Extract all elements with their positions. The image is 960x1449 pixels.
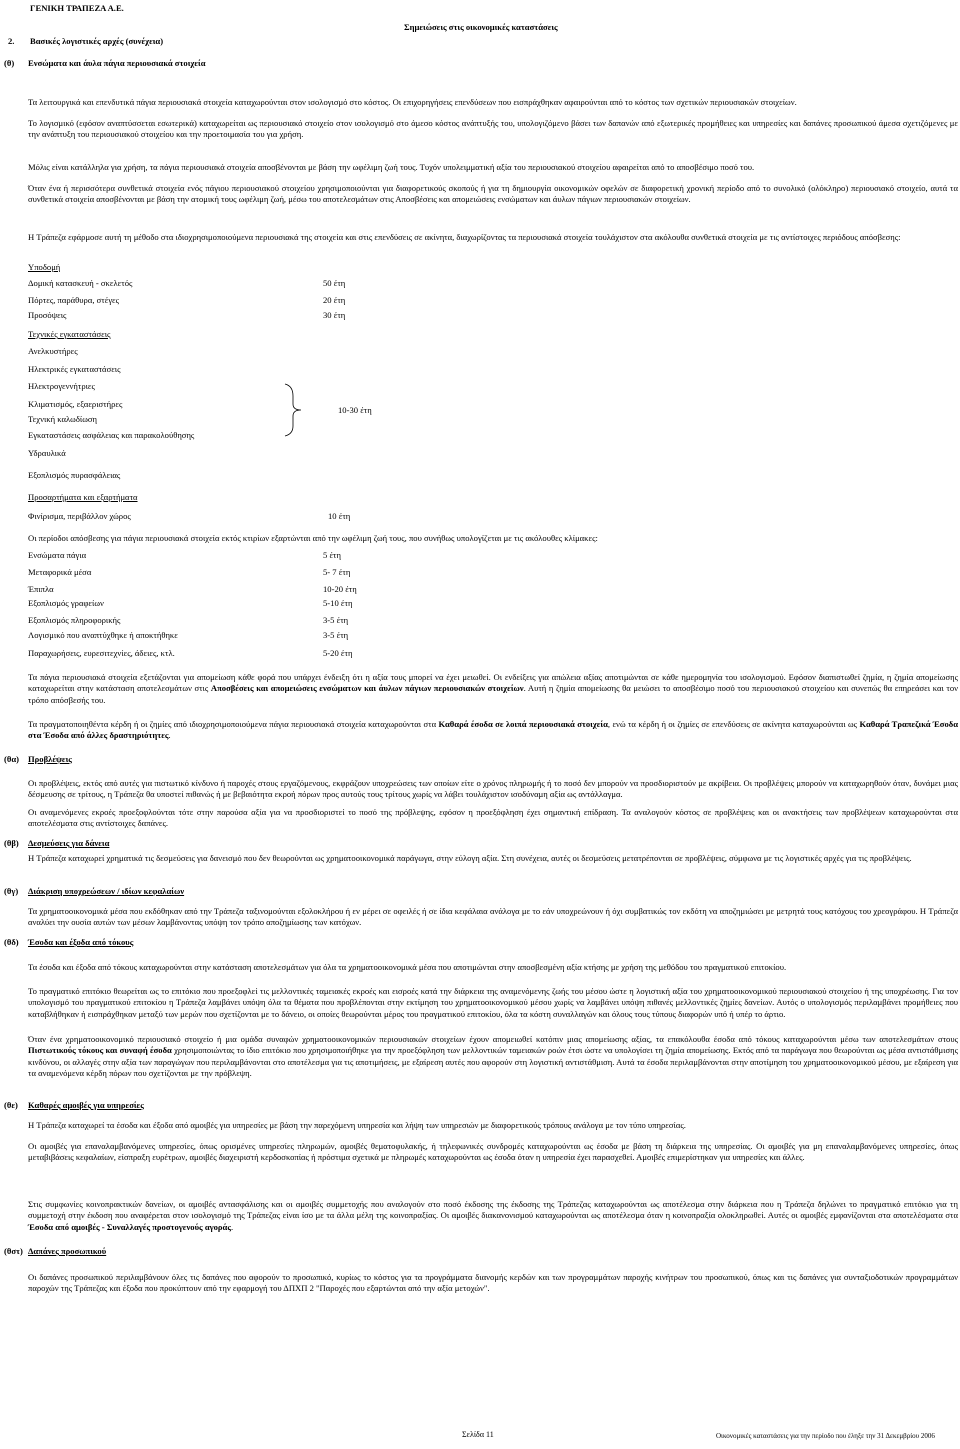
tech-item: Ηλεκτρικές εγκαταστάσεις [28, 364, 121, 374]
subsection-title: Διάκριση υποχρεώσεων / ιδίων κεφαλαίων [28, 886, 185, 896]
asset-value: 5- 7 έτη [323, 567, 351, 577]
asset-value: 3-5 έτη [323, 615, 349, 625]
page-number: Σελίδα 11 [462, 1430, 494, 1439]
subsection-title: Δαπάνες προσωπικού [28, 1246, 107, 1256]
asset-label: Λογισμικό που αναπτύχθηκε ή αποκτήθηκε [28, 630, 178, 640]
infra-item-label: Προσόψεις [28, 310, 67, 320]
paragraph: Οι περίοδοι απόσβεσης για πάγια περιουσιακά στοιχεία εκτός κτιρίων εξαρτώνται από την ωφέλιμη ζωή τους, που συνήθως υπολογίζεται με τις ακόλουθες κλίμακες: [28, 533, 598, 543]
subsection-number: (θα) [4, 754, 20, 764]
paragraph: Οι προβλέψεις, εκτός από αυτές για πιστωτικό κίνδυνο ή παροχές στους εργαζόμενους, εκφράζουν υποχρεώσεις των οποίων είτε ο χρόνος πληρωμής ή το ποσό δεν μπορούν να προσδιοριστούν με ακρίβεια. Οι προβλέψεις μπορούν να καταχωρηθούν όταν, δυνάμει μιας δέσμευσης σε τρίτους, η Τράπεζα θα υποστεί πιθανώς ή με βεβαιότητα εκροή πόρων προς αυτούς τους τρίτους χωρίς να λάβει τουλάχιστον ισοδύναμη αξία ως αντάλλαγμα. [28, 778, 958, 800]
bank-name: ΓΕΝΙΚΗ ΤΡΑΠΕΖΑ Α.Ε. [30, 3, 124, 13]
section-title: Βασικές λογιστικές αρχές (συνέχεια) [30, 36, 164, 46]
paragraph: Τα χρηματοοικονομικά μέσα που εκδόθηκαν από την Τράπεζα ταξινομούνται εξολοκλήρου ή εν μέρει σε οφειλές ή σε ίδια κεφάλαια ανάλογα με το εάν υποχρεώνουν ή όχι συμβατικώς τον εκδότη να αποζημιώσει με μετρητά τους κατόχους του χρεογράφου. Η Τράπεζα αναλύει την ουσία αυτών των μέσων λαμβάνοντας υπόψη τον τρόπο αποζημίωσης των κατόχων. [28, 906, 958, 928]
asset-value: 5-20 έτη [323, 648, 353, 658]
infra-item-label: Πόρτες, παράθυρα, στέγες [28, 295, 120, 305]
section-number: 2. [8, 36, 15, 46]
paragraph: Η Τράπεζα καταχωρεί τα έσοδα και έξοδα από αμοιβές για υπηρεσίες με βάση την παρεχόμενη υπηρεσία και λήψη των υπηρεσιών με διαφορετικούς τρόπους ανάλογα με τον τύπο υπηρεσίας. [28, 1120, 686, 1130]
subsection-number: (θ) [4, 58, 15, 68]
paragraph: Η Τράπεζα εφάρμοσε αυτή τη μέθοδο στα ιδιοχρησιμοποιούμενα περιουσιακά της στοιχεία και στις επενδύσεις σε ακίνητα, διαχωρίζοντας τα περιουσιακά στοιχεία τουλάχιστον στα ακόλουθα συνθετικά στοιχεία με τις αντίστοιχες περιόδους απόσβεσης: [28, 232, 901, 242]
paragraph: Η Τράπεζα καταχωρεί χρηματικά τις δεσμεύσεις για δανεισμό που δεν θεωρούνται ως χρηματοοικονομικά παράγωγα, στην εύλογη αξία. Στη συνέχεια, αυτές οι δεσμεύσεις μετατρέπονται σε προβλέψεις, σύμφωνα με τις λογιστικές αρχές για τις προβλέψεις. [28, 853, 912, 863]
subsection-number: (θε) [4, 1100, 18, 1110]
tech-item: Τεχνική καλωδίωση [28, 414, 97, 424]
tech-item: Υδραυλικά [28, 448, 66, 458]
paragraph: Οι αμοιβές για επαναλαμβανόμενες υπηρεσίες, όπως ορισμένες υπηρεσίες πληρωμών, αμοιβές θεματοφυλακής, ή τηλεφωνικές συνδρομές καταχωρούνται ως έσοδα με βάση τη διάρκεια της υπηρεσίας. Οι αμοιβές για μη επαναλαμβανόμενες υπηρεσίες, όπως μεταβιβάσεις κεφαλαίων, είσπραξη ευρέτρων, αμοιβές διαχειριστή κερδοσκοπίας ή πρόστιμα σχετικά με πληρωμές καταχωρούνται ως έσοδα όταν η υπηρεσία έχει παρασχεθεί. Αμοιβές επιμερίστηκαν για υπηρεσίες και άλλες. [28, 1141, 958, 1163]
subsection-title: Καθαρές αμοιβές για υπηρεσίες [28, 1100, 144, 1110]
fixtures-item: Φινίρισμα, περιβάλλον χώρος [28, 511, 131, 521]
paragraph: Οι αναμενόμενες εκροές προεξοφλούνται τότε στην παρούσα αξία για να προσδιοριστεί το ποσό της πρόβλεψης, εφόσον η προεξόφληση έχει σημαντική επίδραση. Τα αναλογούν κόστος σε προβλέψεις και οι ανακτήσεις των προβλέψεων καταχωρούνται στα αποτελέσματα στις αντίστοιχες δαπάνες. [28, 807, 958, 829]
asset-value: 10-20 έτη [323, 584, 357, 594]
paragraph: Οι δαπάνες προσωπικού περιλαμβάνουν όλες τις δαπάνες που αφορούν το προσωπικό, κυρίως το κόστος για τα προγράμματα διανομής κερδών και των προγραμμάτων παροχής κινήτρων του προσωπικού, όπως και τις δαπάνες για συνταξιοδοτικών προγραμμάτων παροχών της Τράπεζας και έξοδα που προκύπτουν από την εφαρμογή του ΔΠΧΠ 2 "Παροχές που εξαρτώνται από την αξία μετοχών". [28, 1272, 958, 1294]
text: . [168, 730, 171, 741]
subsection-title: Δεσμεύσεις για δάνεια [28, 838, 110, 848]
subsection-title: Προβλέψεις [28, 754, 72, 764]
text: . [230, 1221, 234, 1232]
bold-text: Αποσβέσεις και απομειώσεις ενσώματων και άυλων πάγιων περιουσιακών στοιχείων [210, 683, 524, 694]
paragraph [28, 1199, 958, 1233]
paragraph: Όταν ένα ή περισσότερα συνθετικά στοιχεία ενός πάγιου περιουσιακού στοιχείου χρησιμοποιούνται για διαφορετικούς σκοπούς ή για τη δημιουργία οικονομικών οφελών σε διαφορετική χρονική περίοδο από το συνολικό (ολόκληρο) περιουσιακό στοιχείο, αυτά τα συνθετικά στοιχεία αποσβένονται με βάση την ατομική τους ωφέλιμη ζωή, μέσω του αποτελεσμάτων στις Αποσβέσεις και απομειώσεις ενσώματων και άυλων πάγιων περιουσιακών στοιχείων. [28, 183, 958, 205]
subsection-number: (θγ) [4, 886, 19, 896]
tech-title: Τεχνικές εγκαταστάσεις [28, 329, 111, 339]
paragraph: Το λογισμικό (εφόσον αναπτύσσεται εσωτερικά) καταχωρείται ως περιουσιακό στοιχείο στον ισολογισμό στο άμεσο κόστος ανάπτυξής του, υπολογιζόμενο βάσει των δαπανών από εξωτερικές προμήθειες και υπηρεσίες και δαπάνες προσωπικού άμεσα σχετιζόμενες με την ανάπτυξη του περιουσιακού στοιχείου και την προετοιμασία του για χρήση. [28, 118, 958, 140]
text: Όταν ένα χρηματοοικονομικό περιουσιακό στοιχείο ή μια ομάδα συναφών χρηματοοικονομικών περιουσιακών στοιχείων έχουν απομειωθεί κατόπιν μιας απομείωσης αξίας, τα επακόλουθα έσοδα από τόκους καταχωρούνται μέσω των αποτελεσμάτων στους [28, 1034, 958, 1044]
paragraph [28, 719, 958, 742]
paragraph: Τα λειτουργικά και επενδυτικά πάγια περιουσιακά στοιχεία καταχωρούνται στον ισολογισμό στο κόστος. Οι επιχορηγήσεις επενδύσεων που εισπράχθηκαν αφαιρούνται από το κόστος των σχετικών περιουσιακών στοιχείων. [28, 97, 797, 107]
asset-label: Εξοπλισμός πληροφορικής [28, 615, 121, 625]
footer-doc-title: Οικονομικές καταστάσεις για την περίοδο που έληξε την 31 Δεκεμβρίου 2006 [716, 1432, 935, 1440]
paragraph: Τα έσοδα και έξοδα από τόκους καταχωρούνται στην κατάσταση αποτελεσμάτων για όλα τα χρηματοοικονομικά μέσα που αποτιμώνται στην αποσβεσμένη αξία κτήσης με χρήση της μεθόδου του πραγματικού επιτοκίου. [28, 962, 787, 972]
paragraph: Μόλις είναι κατάλληλα για χρήση, τα πάγια περιουσιακά στοιχεία αποσβένονται με βάση την ωφέλιμη ζωή τους. Τυχόν υπολειμματική αξία του περιουσιακού στοιχείου αφαιρείται από το αποσβέσιμο ποσό του. [28, 162, 755, 172]
infra-title: Υποδομή [28, 262, 61, 272]
asset-label: Μεταφορικά μέσα [28, 567, 92, 577]
asset-label: Έπιπλα [28, 584, 54, 594]
bold-text: Καθαρά έσοδα σε λοιπά περιουσιακά στοιχεία [438, 719, 608, 729]
asset-label: Εξοπλισμός γραφείων [28, 598, 104, 608]
subsection-number: (θστ) [4, 1246, 23, 1256]
bold-text: Πιστωτικούς τόκους και συναφή έσοδα [28, 1045, 172, 1056]
text: χρησιμοποιώντας το ίδιο επιτόκιο που χρησιμοποιήθηκε για την προεξόφληση των μελλοντικών ταμειακών ροών έτσι ώστε να υπολογίσει τη ζημία απομείωσης. Εκτός από τα παράγωγα που θεωρούνται ως μέσα αντιστάθμισης κινδύνου, οι αλλαγές στην αξία των παραγώγων που περιλαμβάνονται στο αποτέλεσμα για τις αποτιμήσεις, με εξαίρεση αυτές που αφορούν στη λογιστική αντιστάθμιση. Αυτά τα έσοδα περιλαμβάνονται στην αποτίμηση του χρηματοοικονομικού μέσου, με εξαίρεση για τα αναμενόμενα κέρδη πόρων που σχετίζονται με την πρόβλεψη. [28, 1045, 958, 1079]
paragraph [28, 1034, 958, 1079]
tech-value: 10-30 έτη [338, 405, 372, 415]
brace-icon [283, 382, 303, 438]
asset-label: Παραχωρήσεις, ευρεσιτεχνίες, άδειες, κτλ. [28, 648, 175, 658]
paragraph: Το πραγματικό επιτόκιο θεωρείται ως το επιτόκιο που προεξοφλεί τις μελλοντικές ταμειακές εκροές και εισροές κατά την διάρκεια της αναμενόμενης ζωής του μέσου ώστε η λογιστική αξία του χρηματοοικονομικού περιουσιακού στοιχείου ή της υποχρέωσης. Για τον υπολογισμό του πραγματικού επιτοκίου η Τράπεζα λαμβάνει υπόψη όλα τα θέματα που προβλέπονται στην εκτίμηση του χρηματοοικονομικού μέσου χωρίς να λαμβάνει υπόψη πιθανές μελλοντικές ζημίες δανείων. Αυτός ο υπολογισμός περιλαμβάνει προμήθειες που καταβλήθηκαν ή εισπράχθηκαν μεταξύ των μερών που σχετίζονται με το δάνειο, οι οποίες θεωρούνται μέρος του πραγματικού επιτοκίου, όλα τα κόστη συναλλαγών και όλους τους τύπους διαφορών υπό ή υπέρ το άρτιο. [28, 986, 958, 1019]
tech-item: Εξοπλισμός πυρασφάλειας [28, 470, 121, 480]
asset-value: 5-10 έτη [323, 598, 353, 608]
text: Στις συμφωνίες κοινοπρακτικών δανείων, οι αμοιβές αντασφάλισης και οι αμοιβές συμμετοχής που αναλογούν στο ποσό έκδοσης της έκδοσης της Τράπεζας καταχωρούνται ως αποτέλεσμα στην διάρκεια που η Τράπεζα δηλώνει το πραγματικό επιτόκιο για τη συμμετοχή στην έκδοση που αναφέρεται στον ισολογισμό της Τράπεζας είναι ίσο με τα άλλα μέλη της κοινοπραξίας. Οι αμοιβές διακανονισμού καταχωρούνται ως αποτέλεσμα όταν η κοινοπραξία ολοκληρωθεί. Αυτές οι αμοιβές εμφανίζονται στα αποτελέσματα στα [28, 1199, 958, 1221]
tech-item: Ηλεκτρογεννήτριες [28, 381, 95, 391]
text: . Αυτή η ζημία απομείωσης θα μειώσει το αποσβέσιμο ποσό του περιουσιακού στοιχείου και συνεπώς θα επηρεάσει και τον τρόπο απόσβεσής του. [28, 683, 959, 705]
subsection-title: Ενσώματα και άυλα πάγια περιουσιακά στοιχεία [28, 58, 206, 68]
subsection-number: (θβ) [4, 838, 19, 848]
bold-text: Καθαρά Τραπεζικά Έσοδα στα Έσοδα από άλλες δραστηριότητες [28, 719, 958, 741]
text: Τα πάγια περιουσιακά στοιχεία εξετάζονται για απομείωση κάθε φορά που υπάρχει ένδειξη ότι η αξία τους μπορεί να έχει μειωθεί. Οι ενδείξεις για απώλεια αξίας αποτιμώνται σε κάθε ημερομηνία του ισολογισμού. Εφόσον διαπιστωθεί ζημία, η ζημία απομείωσης καταχωρείται στην κατάσταση αποτελεσμάτων στις [28, 672, 958, 694]
paragraph [28, 672, 958, 706]
bold-text: Έσοδα από αμοιβές - Συναλλαγές προστογενούς αγοράς [28, 1221, 231, 1232]
subsection-title: Έσοδα και έξοδα από τόκους [28, 937, 134, 947]
tech-item: Κλιματισμός, εξαεριστήρες [28, 399, 123, 409]
fixtures-title: Προσαρτήματα και εξαρτήματα [28, 492, 138, 502]
infra-item-value: 20 έτη [323, 295, 346, 305]
asset-label: Ενσώματα πάγια [28, 550, 87, 560]
infra-item-value: 30 έτη [323, 310, 346, 320]
infra-item-label: Δομική κατασκευή - σκελετός [28, 278, 133, 288]
asset-value: 3-5 έτη [323, 630, 349, 640]
fixtures-value: 10 έτη [328, 511, 351, 521]
text: Τα πραγματοποιηθέντα κέρδη ή οι ζημίες από ιδιοχρησιμοποιούμενα πάγια περιουσιακά στοιχεία καταχωρούνται στα [28, 719, 439, 729]
tech-item: Ανελκυστήρες [28, 346, 78, 356]
notes-title: Σημειώσεις στις οικονομικές καταστάσεις [404, 22, 558, 32]
asset-value: 5 έτη [323, 550, 342, 560]
subsection-number: (θδ) [4, 937, 19, 947]
tech-item: Εγκαταστάσεις ασφάλειας και παρακολούθησης [28, 430, 195, 440]
text: , ενώ τα κέρδη ή οι ζημίες σε επενδύσεις σε ακίνητα καταχωρούνται ως [607, 719, 860, 729]
infra-item-value: 50 έτη [323, 278, 346, 288]
